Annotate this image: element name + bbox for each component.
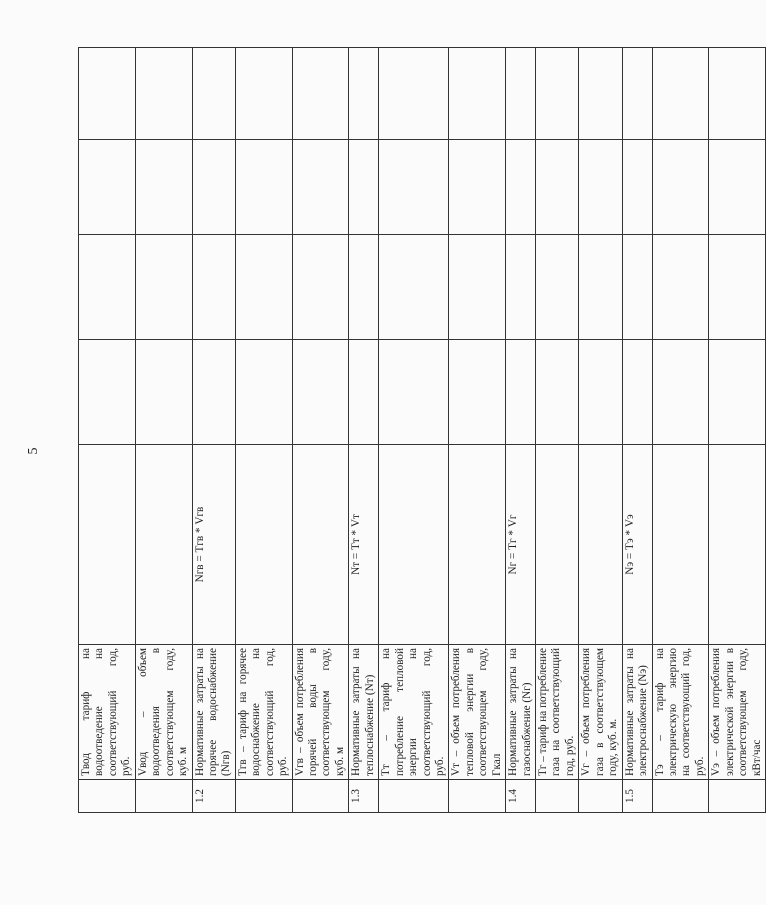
value-cell xyxy=(709,340,766,445)
value-cell xyxy=(652,235,709,340)
table-row xyxy=(652,48,709,813)
row-description: Нормативные затраты на газоснабжение (Nг) xyxy=(506,645,536,780)
value-cell xyxy=(579,48,622,140)
value-cell xyxy=(349,340,379,445)
value-cell xyxy=(449,340,506,445)
row-description: Нормативные затраты на горячее водоснабжение (Nгв) xyxy=(192,645,235,780)
value-cell xyxy=(235,235,292,340)
row-description: Tэ – тариф на электрическую энергию на соответствующий год, руб. xyxy=(652,645,709,780)
value-cell xyxy=(135,340,192,445)
value-cell xyxy=(292,48,349,140)
table-row xyxy=(622,48,652,813)
row-description: Tт – тариф на потребление тепловой энергии на соответствующий год, руб. xyxy=(379,645,449,780)
value-cell xyxy=(79,340,136,445)
row-number: 1.3 xyxy=(349,780,379,813)
value-cell xyxy=(79,140,136,235)
value-cell xyxy=(79,235,136,340)
row-number xyxy=(709,780,766,813)
row-number xyxy=(379,780,449,813)
table-row xyxy=(709,48,766,813)
value-cell xyxy=(506,235,536,340)
row-description: Vт – объем потребления тепловой энергии в соответствующем году, Гкал xyxy=(449,645,506,780)
table-row xyxy=(235,48,292,813)
row-number xyxy=(235,780,292,813)
row-number xyxy=(449,780,506,813)
row-number xyxy=(652,780,709,813)
value-cell xyxy=(349,48,379,140)
value-cell xyxy=(192,340,235,445)
value-cell xyxy=(235,48,292,140)
row-number: 1.5 xyxy=(622,780,652,813)
row-number xyxy=(579,780,622,813)
row-formula: Nт = Tт * Vт xyxy=(349,445,379,645)
value-cell xyxy=(536,340,579,445)
row-description: Нормативные затраты на электроснабжение (Nэ) xyxy=(622,645,652,780)
value-cell xyxy=(449,235,506,340)
row-formula xyxy=(579,445,622,645)
table-row xyxy=(379,48,449,813)
value-cell xyxy=(709,48,766,140)
value-cell xyxy=(579,140,622,235)
value-cell xyxy=(579,340,622,445)
table-row xyxy=(579,48,622,813)
row-number: 1.4 xyxy=(506,780,536,813)
value-cell xyxy=(536,235,579,340)
row-description: Vгв – объем потребления горячей воды в соответствующем году, куб. м xyxy=(292,645,349,780)
value-cell xyxy=(449,48,506,140)
row-description: Vг – объем потребления газа в соответствующем году, куб. м. xyxy=(579,645,622,780)
value-cell xyxy=(292,140,349,235)
value-cell xyxy=(235,340,292,445)
value-cell xyxy=(292,235,349,340)
value-cell xyxy=(379,140,449,235)
value-cell xyxy=(135,235,192,340)
row-formula xyxy=(449,445,506,645)
value-cell xyxy=(652,340,709,445)
table-row xyxy=(135,48,192,813)
row-description: Tгв – тариф на горячее водоснабжение на соответствующий год, руб. xyxy=(235,645,292,780)
row-formula xyxy=(709,445,766,645)
table-row xyxy=(506,48,536,813)
value-cell xyxy=(379,48,449,140)
row-number: 1.2 xyxy=(192,780,235,813)
row-number xyxy=(292,780,349,813)
value-cell xyxy=(622,140,652,235)
row-formula xyxy=(79,445,136,645)
value-cell xyxy=(622,235,652,340)
rotated-table-wrapper xyxy=(78,48,763,813)
value-cell xyxy=(379,235,449,340)
value-cell xyxy=(235,140,292,235)
value-cell xyxy=(622,340,652,445)
cost-norms-table xyxy=(78,47,766,813)
value-cell xyxy=(652,48,709,140)
table-row xyxy=(192,48,235,813)
value-cell xyxy=(349,235,379,340)
value-cell xyxy=(536,140,579,235)
table-row xyxy=(449,48,506,813)
value-cell xyxy=(506,340,536,445)
value-cell xyxy=(349,140,379,235)
table-row xyxy=(349,48,379,813)
value-cell xyxy=(579,235,622,340)
value-cell xyxy=(79,48,136,140)
value-cell xyxy=(652,140,709,235)
table-row xyxy=(79,48,136,813)
value-cell xyxy=(192,48,235,140)
row-formula: Nгв = Tгв * Vгв xyxy=(192,445,235,645)
row-formula xyxy=(292,445,349,645)
value-cell xyxy=(622,48,652,140)
row-description: Нормативные затраты на теплоснабжение (Nт) xyxy=(349,645,379,780)
row-formula xyxy=(652,445,709,645)
row-description: Vэ – объем потребления электрической энергии в соответствующем году, кВт/час xyxy=(709,645,766,780)
row-formula xyxy=(536,445,579,645)
value-cell xyxy=(135,140,192,235)
value-cell xyxy=(506,140,536,235)
row-formula xyxy=(235,445,292,645)
row-formula xyxy=(379,445,449,645)
value-cell xyxy=(506,48,536,140)
table-row xyxy=(292,48,349,813)
value-cell xyxy=(449,140,506,235)
row-number xyxy=(79,780,136,813)
row-number xyxy=(135,780,192,813)
value-cell xyxy=(379,340,449,445)
value-cell xyxy=(292,340,349,445)
value-cell xyxy=(709,140,766,235)
value-cell xyxy=(709,235,766,340)
row-description: Tвод тариф на водоотведение на соответствующий год, руб. xyxy=(79,645,136,780)
value-cell xyxy=(192,235,235,340)
row-formula xyxy=(135,445,192,645)
page-number: 5 xyxy=(26,447,41,455)
row-number xyxy=(536,780,579,813)
table-row xyxy=(536,48,579,813)
row-description: Tг – тариф на потребление газа на соответствующий год, руб. xyxy=(536,645,579,780)
row-formula: Nг = Tг * Vг xyxy=(506,445,536,645)
value-cell xyxy=(536,48,579,140)
value-cell xyxy=(192,140,235,235)
row-description: Vвод – объем водоотведения в соответствующем году, куб. м xyxy=(135,645,192,780)
row-formula: Nэ = Tэ * Vэ xyxy=(622,445,652,645)
value-cell xyxy=(135,48,192,140)
